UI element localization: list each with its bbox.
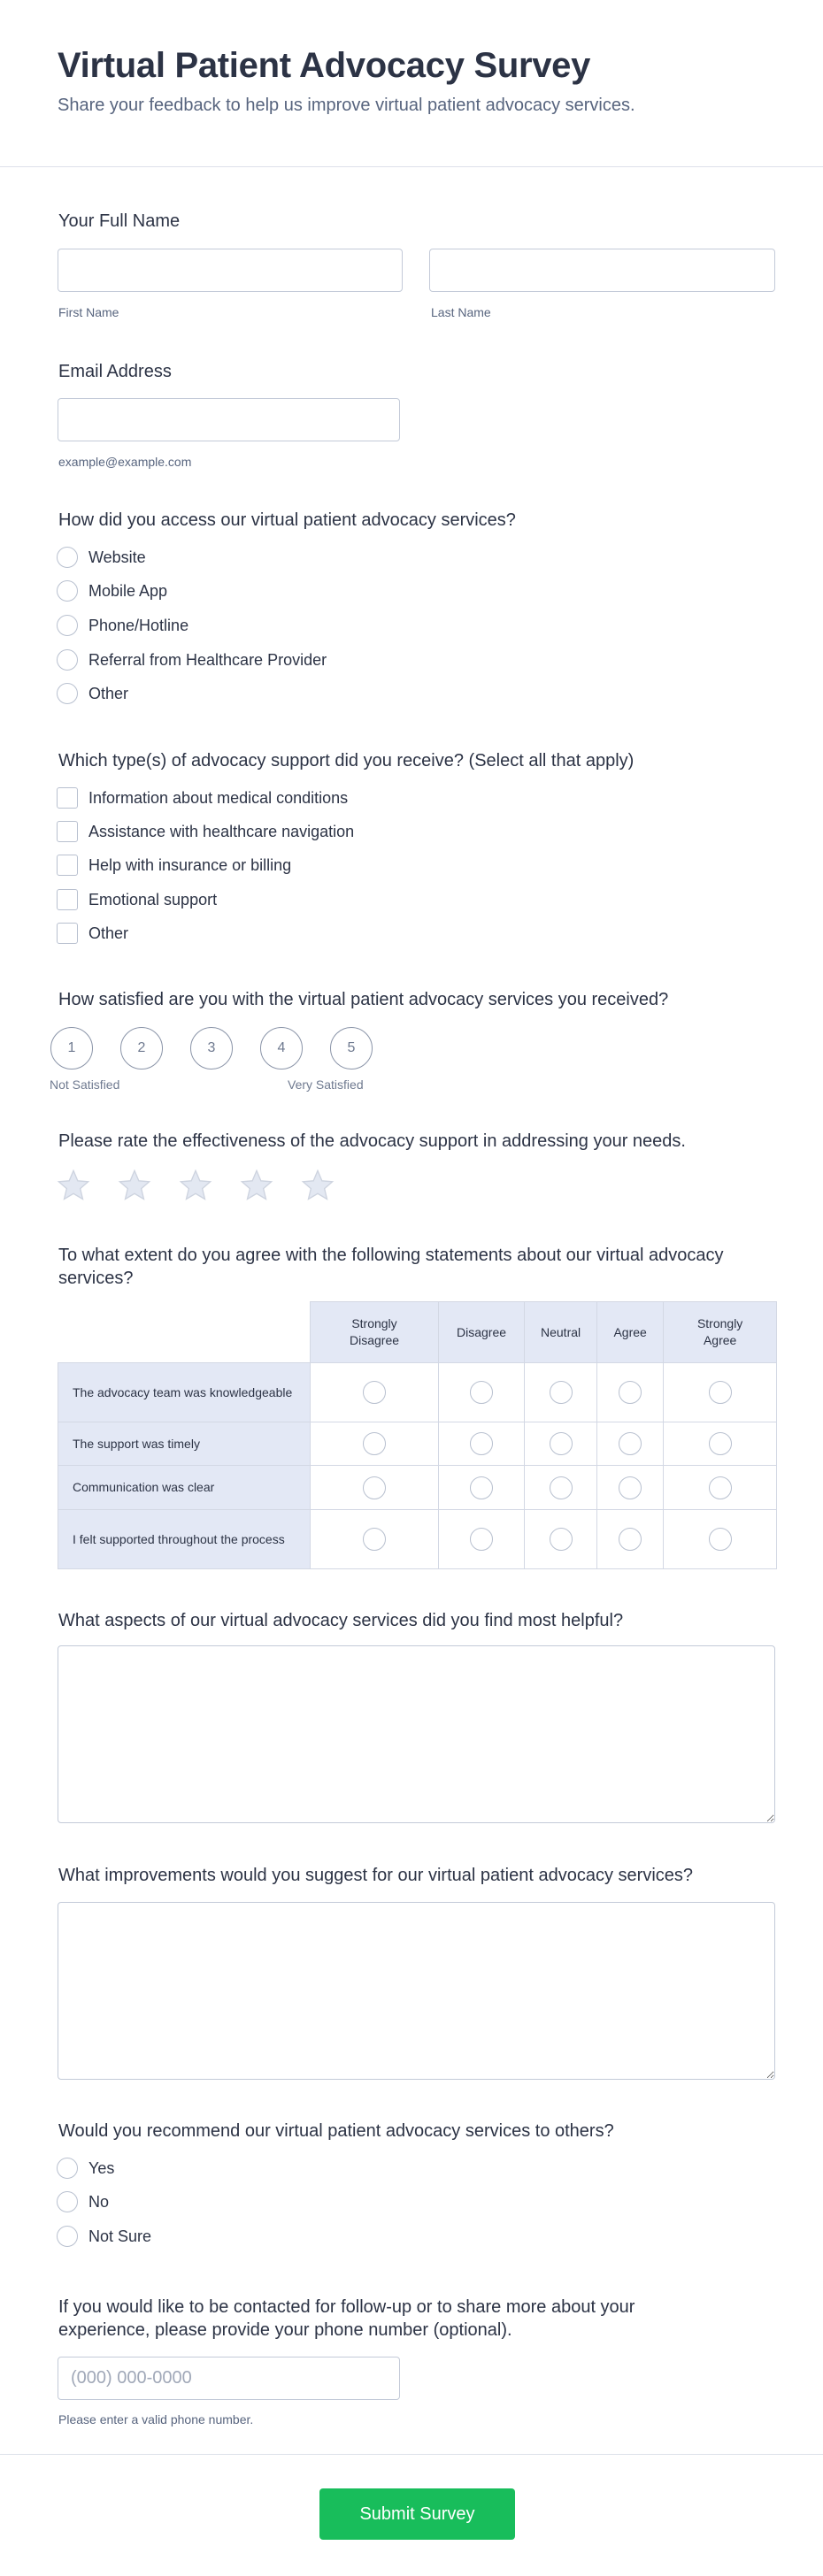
matrix-cell xyxy=(439,1466,525,1510)
agreement-matrix xyxy=(58,1301,777,1569)
star-icon[interactable] xyxy=(300,1168,335,1203)
matrix-cell xyxy=(311,1510,439,1569)
recommend-option[interactable] xyxy=(57,2158,114,2179)
recommend-option[interactable] xyxy=(57,2191,109,2212)
matrix-radio[interactable] xyxy=(619,1528,642,1551)
matrix-radio[interactable] xyxy=(550,1528,573,1551)
radio-button[interactable] xyxy=(57,615,78,636)
support-option[interactable] xyxy=(57,787,348,809)
checkbox[interactable] xyxy=(57,855,78,876)
phone-input[interactable] xyxy=(58,2357,400,2400)
matrix-cell xyxy=(597,1466,664,1510)
access-option[interactable] xyxy=(57,683,128,704)
support-option[interactable] xyxy=(57,855,291,876)
radio-button[interactable] xyxy=(57,2158,78,2179)
matrix-radio[interactable] xyxy=(363,1381,386,1404)
scale-option-1[interactable]: 1 xyxy=(50,1027,93,1070)
matrix-cell xyxy=(664,1422,777,1466)
matrix-radio[interactable] xyxy=(709,1476,732,1499)
support-option[interactable] xyxy=(57,889,217,910)
option-label: Mobile App xyxy=(88,581,168,600)
matrix-row-label: The advocacy team was knowledgeable xyxy=(58,1363,311,1422)
improve-textarea[interactable] xyxy=(58,1902,775,2080)
matrix-radio[interactable] xyxy=(550,1432,573,1455)
scale-low-label: Not Satisfied xyxy=(50,1077,120,1092)
rating-question: Please rate the effectiveness of the advocacy support in addressing your needs. xyxy=(58,1131,686,1151)
access-option[interactable] xyxy=(57,547,146,568)
matrix-radio[interactable] xyxy=(550,1381,573,1404)
matrix-radio[interactable] xyxy=(363,1476,386,1499)
matrix-radio[interactable] xyxy=(470,1476,493,1499)
option-label: Information about medical conditions xyxy=(88,788,349,807)
option-label: Phone/Hotline xyxy=(88,616,189,634)
helpful-question: What aspects of our virtual advocacy services did you find most helpful? xyxy=(58,1611,624,1630)
header-divider xyxy=(0,166,823,167)
matrix-column-header: Agree xyxy=(597,1302,664,1363)
phone-question: If you would like to be contacted for follow-up or to share more about your experience, please provide your phone number (optional). xyxy=(58,2297,635,2340)
matrix-radio[interactable] xyxy=(470,1432,493,1455)
radio-button[interactable] xyxy=(57,2226,78,2247)
email-hint: example@example.com xyxy=(58,455,192,469)
matrix-row xyxy=(58,1466,777,1510)
option-label: Yes xyxy=(88,2158,115,2177)
radio-button[interactable] xyxy=(57,547,78,568)
matrix-cell xyxy=(311,1422,439,1466)
first-name-input[interactable] xyxy=(58,249,403,292)
checkbox[interactable] xyxy=(57,923,78,944)
radio-button[interactable] xyxy=(57,649,78,671)
matrix-radio[interactable] xyxy=(619,1381,642,1404)
checkbox[interactable] xyxy=(57,821,78,842)
option-label: No xyxy=(88,2192,110,2211)
access-option[interactable] xyxy=(57,580,167,602)
matrix-cell xyxy=(664,1510,777,1569)
matrix-cell xyxy=(597,1510,664,1569)
email-label: Email Address xyxy=(58,362,172,381)
recommend-option[interactable] xyxy=(57,2226,151,2247)
option-label: Website xyxy=(88,548,146,566)
matrix-row xyxy=(58,1422,777,1466)
matrix-cell xyxy=(664,1466,777,1510)
matrix-row xyxy=(58,1510,777,1569)
submit-survey-button[interactable]: Submit Survey xyxy=(319,2488,515,2540)
improve-question: What improvements would you suggest for our virtual patient advocacy services? xyxy=(58,1866,694,1885)
support-question: Which type(s) of advocacy support did you receive? (Select all that apply) xyxy=(58,751,635,770)
helpful-textarea[interactable] xyxy=(58,1645,775,1823)
matrix-cell xyxy=(525,1422,597,1466)
star-icon[interactable] xyxy=(117,1168,152,1203)
matrix-cell xyxy=(439,1422,525,1466)
access-question: How did you access our virtual patient advocacy services? xyxy=(58,510,516,530)
option-label: Emotional support xyxy=(88,890,218,908)
option-label: Other xyxy=(88,684,129,702)
radio-button[interactable] xyxy=(57,580,78,602)
matrix-cell xyxy=(525,1510,597,1569)
matrix-radio[interactable] xyxy=(619,1476,642,1499)
checkbox[interactable] xyxy=(57,889,78,910)
matrix-column-header: Neutral xyxy=(525,1302,597,1363)
matrix-cell xyxy=(311,1466,439,1510)
matrix-row xyxy=(58,1363,777,1422)
matrix-cell xyxy=(439,1363,525,1422)
matrix-column-header: Strongly Disagree xyxy=(311,1302,439,1363)
matrix-radio[interactable] xyxy=(550,1476,573,1499)
matrix-cell xyxy=(664,1363,777,1422)
full-name-label: Your Full Name xyxy=(58,211,181,231)
page-subtitle: Share your feedback to help us improve virtual patient advocacy services. xyxy=(58,96,635,115)
star-icon[interactable] xyxy=(56,1168,91,1203)
scale-option-4[interactable]: 4 xyxy=(260,1027,303,1070)
first-name-sublabel: First Name xyxy=(58,305,119,319)
access-option[interactable] xyxy=(57,649,327,671)
scale-option-3[interactable]: 3 xyxy=(190,1027,233,1070)
matrix-cell xyxy=(311,1363,439,1422)
recommend-question: Would you recommend our virtual patient advocacy services to others? xyxy=(58,2121,614,2141)
checkbox[interactable] xyxy=(57,787,78,809)
star-icon[interactable] xyxy=(178,1168,213,1203)
scale-option-5[interactable]: 5 xyxy=(330,1027,373,1070)
option-label: Not Sure xyxy=(88,2227,152,2245)
matrix-cell xyxy=(525,1363,597,1422)
matrix-radio[interactable] xyxy=(470,1381,493,1404)
page-title: Virtual Patient Advocacy Survey xyxy=(58,46,591,85)
matrix-radio[interactable] xyxy=(363,1528,386,1551)
matrix-question: To what extent do you agree with the following statements about our virtual advocacy services? xyxy=(58,1246,724,1288)
support-option[interactable] xyxy=(57,821,354,842)
last-name-input[interactable] xyxy=(429,249,775,292)
footer-divider xyxy=(0,2454,823,2455)
matrix-radio[interactable] xyxy=(363,1432,386,1455)
star-icon[interactable] xyxy=(239,1168,274,1203)
matrix-cell xyxy=(525,1466,597,1510)
last-name-sublabel: Last Name xyxy=(431,305,491,319)
matrix-corner xyxy=(58,1302,311,1363)
access-option[interactable] xyxy=(57,615,188,636)
scale-option-2[interactable]: 2 xyxy=(120,1027,163,1070)
matrix-cell xyxy=(439,1510,525,1569)
matrix-row-label: Communication was clear xyxy=(58,1466,311,1510)
matrix-column-header: Strongly Agree xyxy=(664,1302,777,1363)
matrix-cell xyxy=(597,1422,664,1466)
satisfaction-question: How satisfied are you with the virtual patient advocacy services you received? xyxy=(58,990,669,1009)
option-label: Help with insurance or billing xyxy=(88,855,292,874)
option-label: Assistance with healthcare navigation xyxy=(88,822,355,840)
matrix-cell xyxy=(597,1363,664,1422)
scale-high-label: Very Satisfied xyxy=(288,1077,364,1092)
matrix-row-label: I felt supported throughout the process xyxy=(58,1510,311,1569)
option-label: Other xyxy=(88,924,129,942)
matrix-radio[interactable] xyxy=(619,1432,642,1455)
matrix-radio[interactable] xyxy=(709,1381,732,1404)
matrix-radio[interactable] xyxy=(470,1528,493,1551)
support-option[interactable] xyxy=(57,923,128,944)
email-input[interactable] xyxy=(58,398,400,441)
matrix-radio[interactable] xyxy=(709,1432,732,1455)
option-label: Referral from Healthcare Provider xyxy=(88,650,327,669)
matrix-row-label: The support was timely xyxy=(58,1422,311,1466)
radio-button[interactable] xyxy=(57,2191,78,2212)
phone-hint: Please enter a valid phone number. xyxy=(58,2412,254,2426)
radio-button[interactable] xyxy=(57,683,78,704)
matrix-radio[interactable] xyxy=(709,1528,732,1551)
matrix-column-header: Disagree xyxy=(439,1302,525,1363)
